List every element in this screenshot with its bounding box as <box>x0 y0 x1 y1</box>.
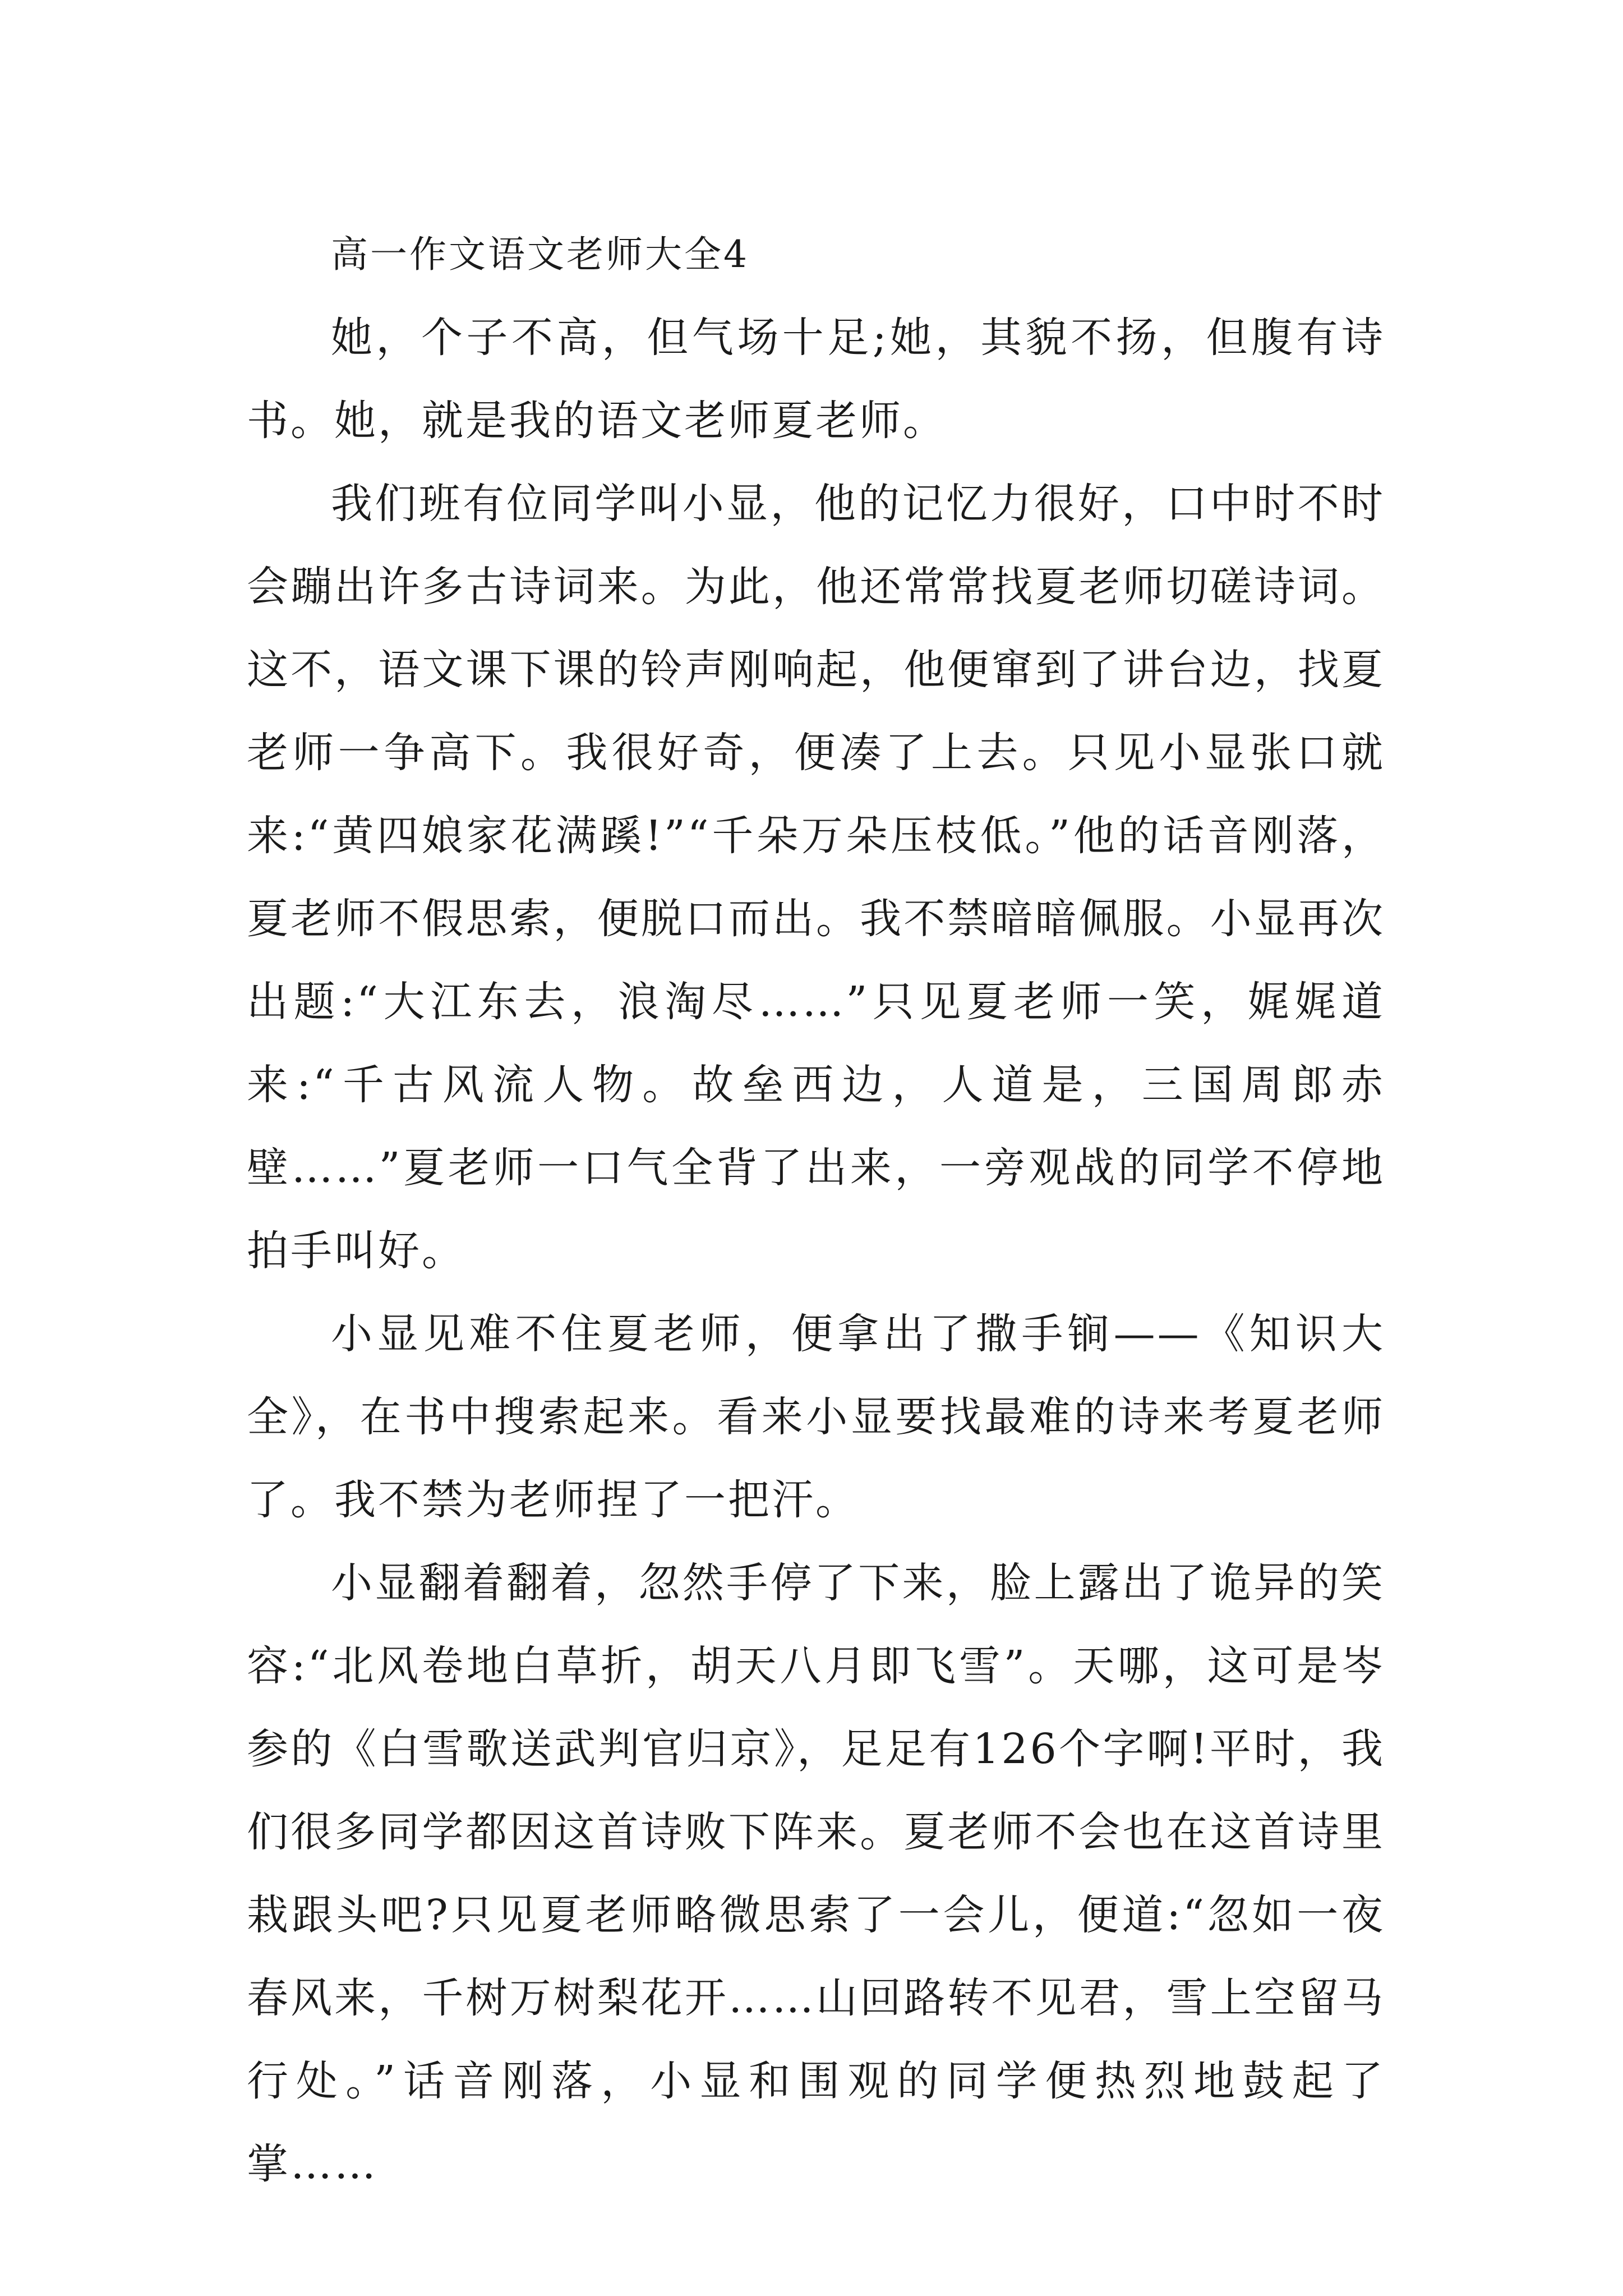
paragraph-4: 小显翻着翻着，忽然手停了下来，脸上露出了诡异的笑容:“北风卷地白草折，胡天八月即飞雪”。天哪，这可是岑参的《白雪歌送武判官归京》，足足有126个字啊!平时，我们很多同学都因这首诗败下阵来。夏老师不会也在这首诗里栽跟头吧?只见夏老师略微思索了一会儿，便道:“忽如一夜春风来，千树万树梨花开……山回路转不见君，雪上空留马行处。”话音刚落，小显和围观的同学便热烈地鼓起了掌…… <box>247 1559 1385 2188</box>
paragraph-2: 我们班有位同学叫小显，他的记忆力很好，口中时不时会蹦出许多古诗词来。为此，他还常常找夏老师切磋诗词。这不，语文课下课的铃声刚响起，他便窜到了讲台边，找夏老师一争高下。我很好奇，便凑了上去。只见小显张口就来:“黄四娘家花满蹊!”“千朵万朵压枝低。”他的话音刚落，夏老师不假思索，便脱口而出。我不禁暗暗佩服。小显再次出题:“大江东去，浪淘尽……”只见夏老师一笑，娓娓道来:“千古风流人物。故垒西边，人道是，三国周郎赤壁……”夏老师一口气全背了出来，一旁观战的同学不停地拍手叫好。 <box>247 480 1385 1275</box>
paragraph-1: 她，个子不高，但气场十足;她，其貌不扬，但腹有诗书。她，就是我的语文老师夏老师。 <box>247 314 1385 445</box>
document-body <box>247 213 1385 2206</box>
paragraph-3: 小显见难不住夏老师，便拿出了撒手锏——《知识大全》，在书中搜索起来。看来小显要找最难的诗来考夏老师了。我不禁为老师捏了一把汗。 <box>247 1310 1385 1524</box>
document-title: 高一作文语文老师大全4 <box>331 233 749 276</box>
